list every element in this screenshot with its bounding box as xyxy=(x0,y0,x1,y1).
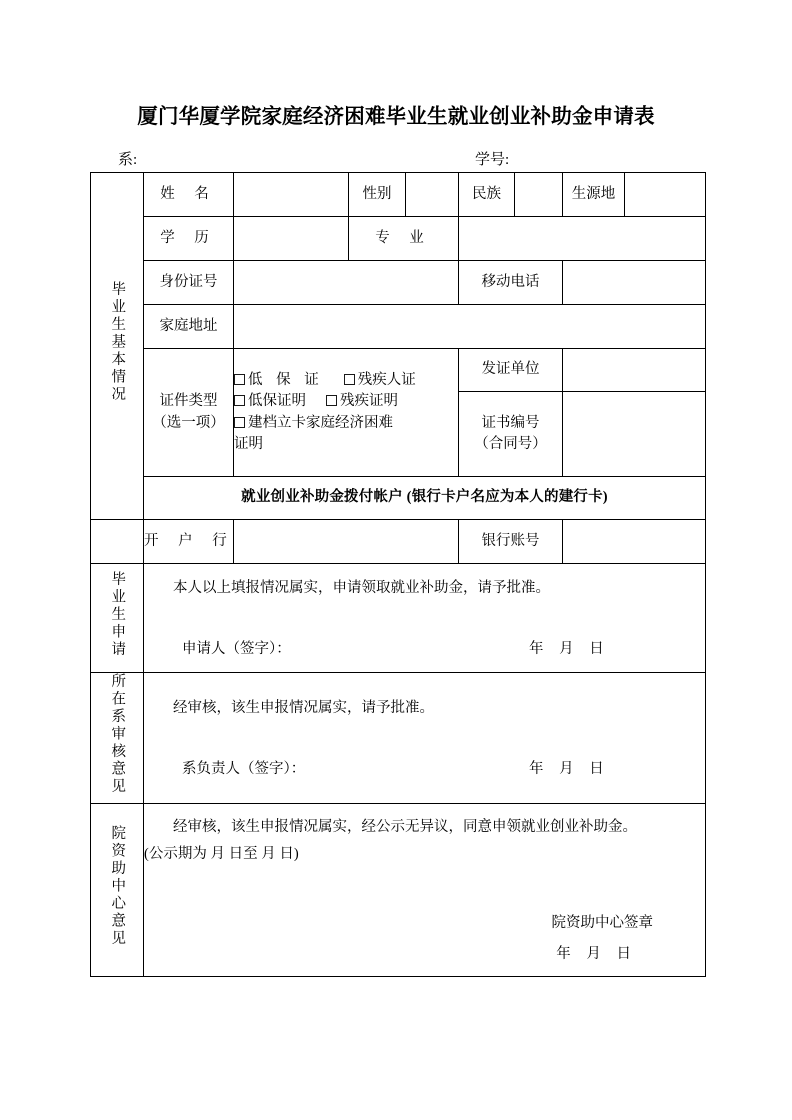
ethnicity-input[interactable] xyxy=(515,173,563,217)
section-label-center-opinion: 院资助中心意见 xyxy=(91,803,144,976)
ethnicity-label: 民族 xyxy=(459,173,515,217)
issuer-label: 发证单位 xyxy=(459,349,563,392)
checkbox-icon-registered-poverty[interactable] xyxy=(234,417,245,428)
student-application-block xyxy=(144,564,706,673)
cert-type-options xyxy=(234,349,459,477)
major-label: 专 业 xyxy=(349,217,459,261)
cert-option-1-label: 低 保 证 xyxy=(248,372,324,389)
origin-label: 生源地 xyxy=(563,173,625,217)
application-form-table xyxy=(90,172,706,977)
address-label: 家庭地址 xyxy=(144,305,234,349)
cert-type-label-line1: 证件类型 xyxy=(159,393,218,410)
mobile-label: 移动电话 xyxy=(459,261,563,305)
student-application-statement: 本人以上填报情况属实，申请领取就业补助金，请予批准。 xyxy=(173,579,550,596)
cert-option-line-2 xyxy=(234,391,458,412)
name-input[interactable] xyxy=(234,173,349,217)
section-label-student-application: 毕业生申请 xyxy=(91,564,144,673)
cert-option-5-label: 建档立卡家庭经济困难 xyxy=(248,414,393,431)
checkbox-icon-low-income-proof[interactable] xyxy=(234,395,245,406)
major-input[interactable] xyxy=(459,217,706,261)
cert-option-4-label: 残疾证明 xyxy=(340,393,398,410)
cert-option-3-label: 低保证明 xyxy=(248,393,306,410)
cert-option-line-3 xyxy=(234,413,458,434)
bank-name-input[interactable] xyxy=(234,520,459,564)
student-id-field-label: 学号: xyxy=(475,152,510,168)
section-label-basic-info: 毕业生基本情况 xyxy=(91,173,144,520)
table-row-name xyxy=(91,173,706,217)
student-application-signature-row xyxy=(144,639,705,661)
cert-option-2-label: 残疾人证 xyxy=(357,372,416,389)
table-row-education xyxy=(91,217,706,261)
table-row-student-application xyxy=(91,564,706,673)
center-opinion-date-label[interactable]: 年 月 日 xyxy=(556,945,637,962)
cert-option-5-continuation: 证明 xyxy=(234,435,263,452)
education-input[interactable] xyxy=(234,217,349,261)
center-opinion-publicity-period[interactable]: (公示期为 月 日至 月 日) xyxy=(144,845,299,862)
checkbox-icon-disability-proof[interactable] xyxy=(326,395,337,406)
table-row-address xyxy=(91,305,706,349)
department-review-block xyxy=(144,673,706,804)
bank-section-header: 就业创业补助金拨付帐户 (银行卡户名应为本人的建行卡) xyxy=(144,477,706,520)
department-review-signature-row xyxy=(144,759,705,781)
table-row-center-opinion xyxy=(91,803,706,976)
department-review-statement: 经审核，该生申报情况属实，请予批准。 xyxy=(173,699,434,716)
checkbox-icon-low-income-card[interactable] xyxy=(234,374,245,385)
table-row-cert-type xyxy=(91,349,706,392)
bank-name-label: 开 户 行 xyxy=(144,520,234,564)
cert-number-label-line2: （合同号） xyxy=(474,436,547,452)
gender-input[interactable] xyxy=(406,173,459,217)
id-number-input[interactable] xyxy=(234,261,459,305)
applicant-signature-label[interactable]: 申请人（签字）： xyxy=(182,641,291,658)
mobile-input[interactable] xyxy=(563,261,706,305)
education-label: 学 历 xyxy=(144,217,234,261)
section-label-bank-spacer xyxy=(91,520,144,564)
page-title: 厦门华厦学院家庭经济困难毕业生就业创业补助金申请表 xyxy=(137,106,655,128)
section-label-department-review: 所在系审核意见 xyxy=(91,673,144,804)
cert-option-line-1 xyxy=(234,370,458,391)
bank-account-label: 银行账号 xyxy=(459,520,563,564)
department-head-signature-label[interactable]: 系负责人（签字）： xyxy=(182,760,306,777)
center-stamp-label: 院资助中心签章 xyxy=(551,914,653,931)
checkbox-icon-disability-card[interactable] xyxy=(344,374,355,385)
table-row-department-review xyxy=(91,673,706,804)
cert-type-label-line2: （选一项） xyxy=(152,414,225,431)
form-header-line xyxy=(90,148,705,170)
bank-account-input[interactable] xyxy=(563,520,706,564)
center-opinion-statement: 经审核，该生申报情况属实，经公示无异议，同意申领就业创业补助金。 xyxy=(173,819,637,836)
gender-label: 性别 xyxy=(349,173,406,217)
id-number-label: 身份证号 xyxy=(144,261,234,305)
cert-number-input[interactable] xyxy=(563,392,706,477)
table-row-id-number xyxy=(91,261,706,305)
cert-number-label xyxy=(459,392,563,477)
cert-type-label xyxy=(144,349,234,477)
origin-input[interactable] xyxy=(625,173,706,217)
applicant-date-label[interactable]: 年 月 日 xyxy=(529,641,610,658)
table-row-bank-header xyxy=(91,477,706,520)
issuer-input[interactable] xyxy=(563,349,706,392)
address-input[interactable] xyxy=(234,305,706,349)
name-label: 姓 名 xyxy=(144,173,234,217)
department-review-date-label[interactable]: 年 月 日 xyxy=(529,760,610,777)
center-opinion-block xyxy=(144,803,706,976)
table-row-bank-fields xyxy=(91,520,706,564)
department-field-label: 系: xyxy=(118,152,138,168)
cert-number-label-line1: 证书编号 xyxy=(481,414,540,431)
